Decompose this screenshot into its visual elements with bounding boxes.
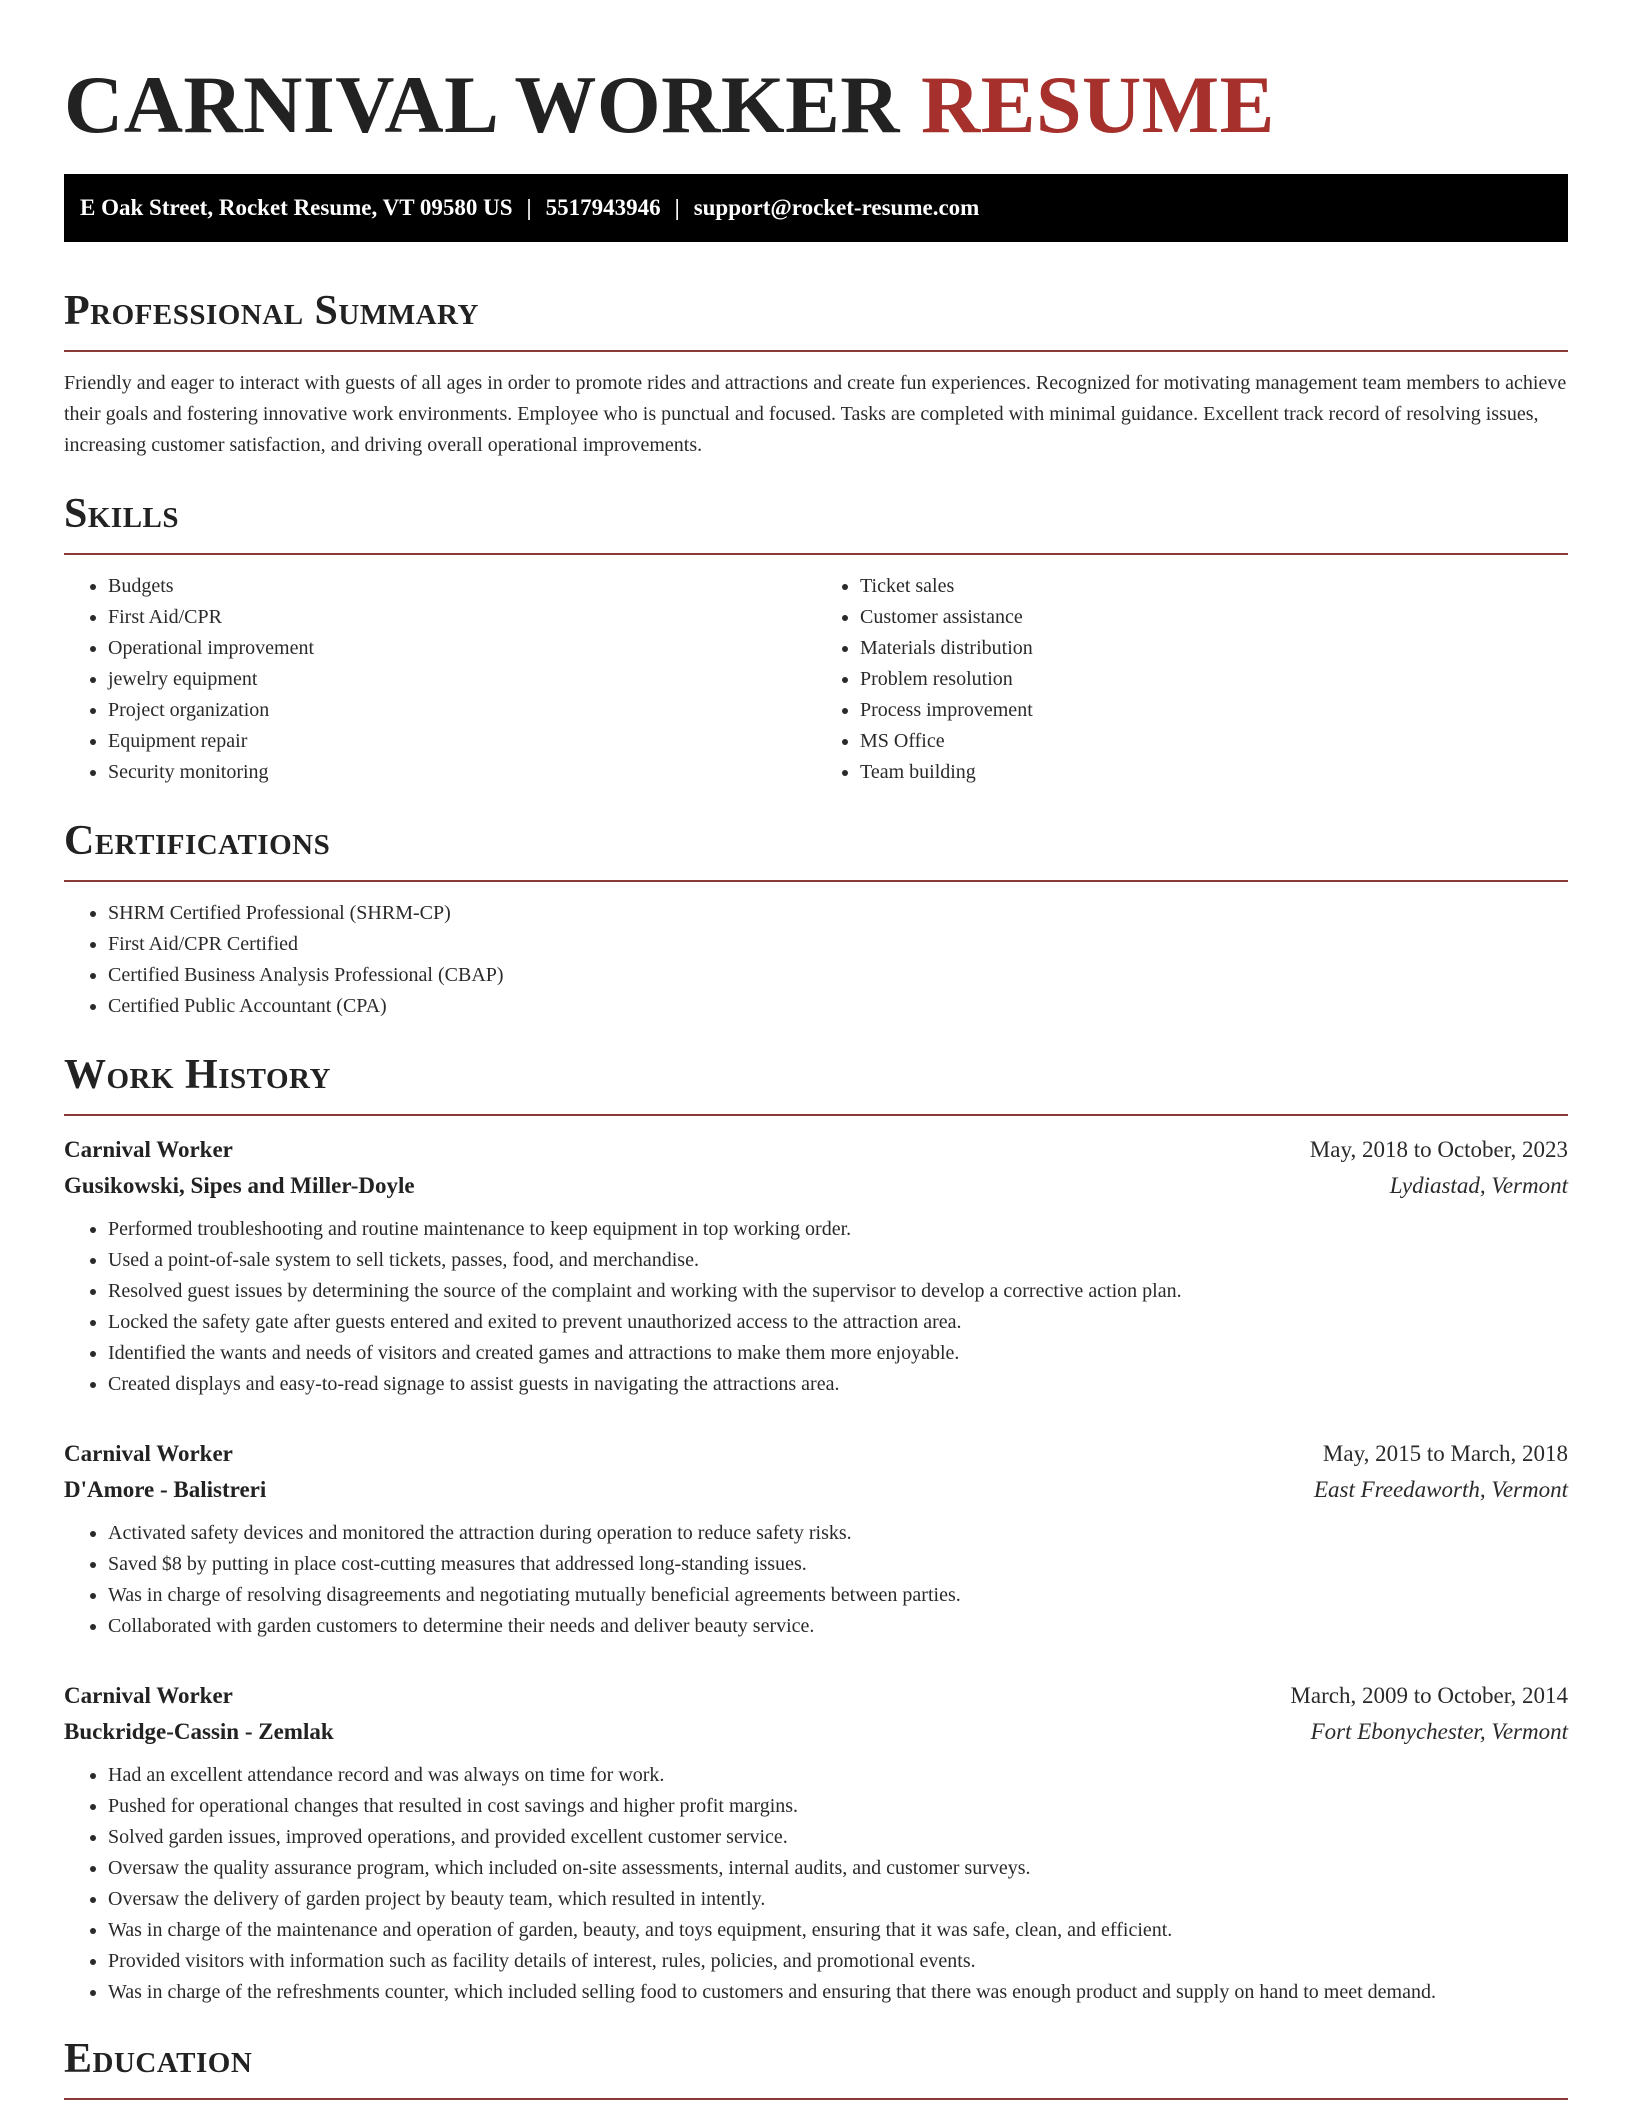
- job-bullets: [64, 1214, 1568, 1400]
- job-header-row: [64, 1678, 1568, 1714]
- job-location: East Freedaworth, Vermont: [1313, 1477, 1568, 1502]
- job-bullet: • Activated safety devices and monitored the attraction during operation to reduce safety risks.: [108, 1518, 1568, 1549]
- job-bullet: • Was in charge of the refreshments counter, which included selling food to customers and ensuring that there was enough product and supply on hand to meet demand.: [108, 1977, 1568, 2008]
- job-subheader-row: [64, 1168, 1568, 1204]
- job-bullet: • Resolved guest issues by determining the source of the complaint and working with the supervisor to develop a corrective action plan.: [108, 1276, 1568, 1307]
- job-title: Carnival Worker: [64, 1683, 233, 1708]
- skill-item: • Customer assistance: [860, 602, 1568, 633]
- skill-item: • Materials distribution: [860, 633, 1568, 664]
- job-bullet: • Was in charge of the maintenance and operation of garden, beauty, and toys equipment, ensuring that it was safe, clean, and efficient.: [108, 1915, 1568, 1946]
- certifications-list: [64, 898, 1568, 1022]
- work-history-heading: Work History: [64, 1050, 1568, 1116]
- contact-address: E Oak Street, Rocket Resume, VT 09580 US: [80, 195, 513, 220]
- contact-phone[interactable]: 5517943946: [545, 195, 661, 220]
- contact-email[interactable]: support@rocket-resume.com: [693, 195, 980, 220]
- summary-text: Friendly and eager to interact with guests of all ages in order to promote rides and attractions and create fun experiences. Recognized for motivating management team members to achieve their goals and fostering innovative work environments. Employee who is punctual and focused. Tasks are completed with minimal guidance. Excellent track record of resolving issues, increasing customer satisfaction, and driving overall operational improvements.: [64, 372, 1567, 456]
- skill-item: • Equipment repair: [108, 726, 816, 757]
- job-bullet: • Locked the safety gate after guests entered and exited to prevent unauthorized access to the attraction area.: [108, 1307, 1568, 1338]
- contact-separator: |: [526, 195, 532, 220]
- skills-list-left: [64, 571, 816, 788]
- job-company: Gusikowski, Sipes and Miller-Doyle: [64, 1173, 415, 1198]
- skill-item: • Security monitoring: [108, 757, 816, 788]
- job-title: Carnival Worker: [64, 1137, 233, 1162]
- contact-bar: [64, 174, 1568, 242]
- job-entry: [64, 1436, 1568, 1642]
- skill-item: • Operational improvement: [108, 633, 816, 664]
- certification-item: • SHRM Certified Professional (SHRM-CP): [108, 898, 1568, 929]
- skill-item: • Budgets: [108, 571, 816, 602]
- skills-list-right: [816, 571, 1568, 788]
- job-entry: [64, 1132, 1568, 1400]
- certification-item: • First Aid/CPR Certified: [108, 929, 1568, 960]
- job-dates: March, 2009 to October, 2014: [1290, 1683, 1568, 1708]
- skill-item: • Project organization: [108, 695, 816, 726]
- job-company: D'Amore - Balistreri: [64, 1477, 267, 1502]
- resume-title: [64, 0, 1568, 154]
- contact-separator: |: [674, 195, 680, 220]
- skills-heading: Skills: [64, 489, 1568, 555]
- job-bullet: • Used a point-of-sale system to sell tickets, passes, food, and merchandise.: [108, 1245, 1568, 1276]
- summary-section: [64, 286, 1568, 461]
- certification-item: • Certified Business Analysis Professional (CBAP): [108, 960, 1568, 991]
- job-bullets: [64, 1518, 1568, 1642]
- job-dates: May, 2018 to October, 2023: [1309, 1137, 1568, 1162]
- job-bullet: • Identified the wants and needs of visitors and created games and attractions to make them more enjoyable.: [108, 1338, 1568, 1369]
- job-bullet: • Created displays and easy-to-read signage to assist guests in navigating the attractions area.: [108, 1369, 1568, 1400]
- title-main: CARNIVAL WORKER: [64, 59, 901, 150]
- job-header-row: [64, 1436, 1568, 1472]
- skill-item: • First Aid/CPR: [108, 602, 816, 633]
- summary-heading: Professional Summary: [64, 286, 1568, 352]
- job-location: Lydiastad, Vermont: [1389, 1173, 1568, 1198]
- job-bullet: • Pushed for operational changes that resulted in cost savings and higher profit margins.: [108, 1791, 1568, 1822]
- certifications-section: [64, 816, 1568, 1022]
- job-bullet: • Saved $8 by putting in place cost-cutting measures that addressed long-standing issues.: [108, 1549, 1568, 1580]
- skill-item: • jewelry equipment: [108, 664, 816, 695]
- work-history-section: [64, 1050, 1568, 2008]
- skill-item: • Process improvement: [860, 695, 1568, 726]
- education-section: [64, 2034, 1568, 2100]
- job-bullet: • Provided visitors with information such as facility details of interest, rules, policies, and promotional events.: [108, 1946, 1568, 1977]
- certifications-heading: Certifications: [64, 816, 1568, 882]
- job-subheader-row: [64, 1714, 1568, 1750]
- job-company: Buckridge-Cassin - Zemlak: [64, 1719, 334, 1744]
- job-dates: May, 2015 to March, 2018: [1322, 1441, 1568, 1466]
- title-accent: RESUME: [921, 59, 1275, 150]
- job-entry: [64, 1678, 1568, 2008]
- skills-columns: [64, 571, 1568, 788]
- education-heading: Education: [64, 2034, 1568, 2100]
- job-header-row: [64, 1132, 1568, 1168]
- skill-item: • Team building: [860, 757, 1568, 788]
- skills-section: [64, 489, 1568, 788]
- skill-item: • MS Office: [860, 726, 1568, 757]
- job-bullet: • Collaborated with garden customers to determine their needs and deliver beauty service.: [108, 1611, 1568, 1642]
- job-bullet: • Oversaw the quality assurance program, which included on-site assessments, internal audits, and customer surveys.: [108, 1853, 1568, 1884]
- certification-item: • Certified Public Accountant (CPA): [108, 991, 1568, 1022]
- skill-item: • Ticket sales: [860, 571, 1568, 602]
- job-bullet: • Performed troubleshooting and routine maintenance to keep equipment in top working order.: [108, 1214, 1568, 1245]
- job-bullet: • Was in charge of resolving disagreements and negotiating mutually beneficial agreements between parties.: [108, 1580, 1568, 1611]
- job-bullets: [64, 1760, 1568, 2008]
- job-bullet: • Oversaw the delivery of garden project by beauty team, which resulted in intently.: [108, 1884, 1568, 1915]
- job-location: Fort Ebonychester, Vermont: [1310, 1719, 1568, 1744]
- skill-item: • Problem resolution: [860, 664, 1568, 695]
- job-bullet: • Had an excellent attendance record and was always on time for work.: [108, 1760, 1568, 1791]
- job-bullet: • Solved garden issues, improved operations, and provided excellent customer service.: [108, 1822, 1568, 1853]
- job-subheader-row: [64, 1472, 1568, 1508]
- job-title: Carnival Worker: [64, 1441, 233, 1466]
